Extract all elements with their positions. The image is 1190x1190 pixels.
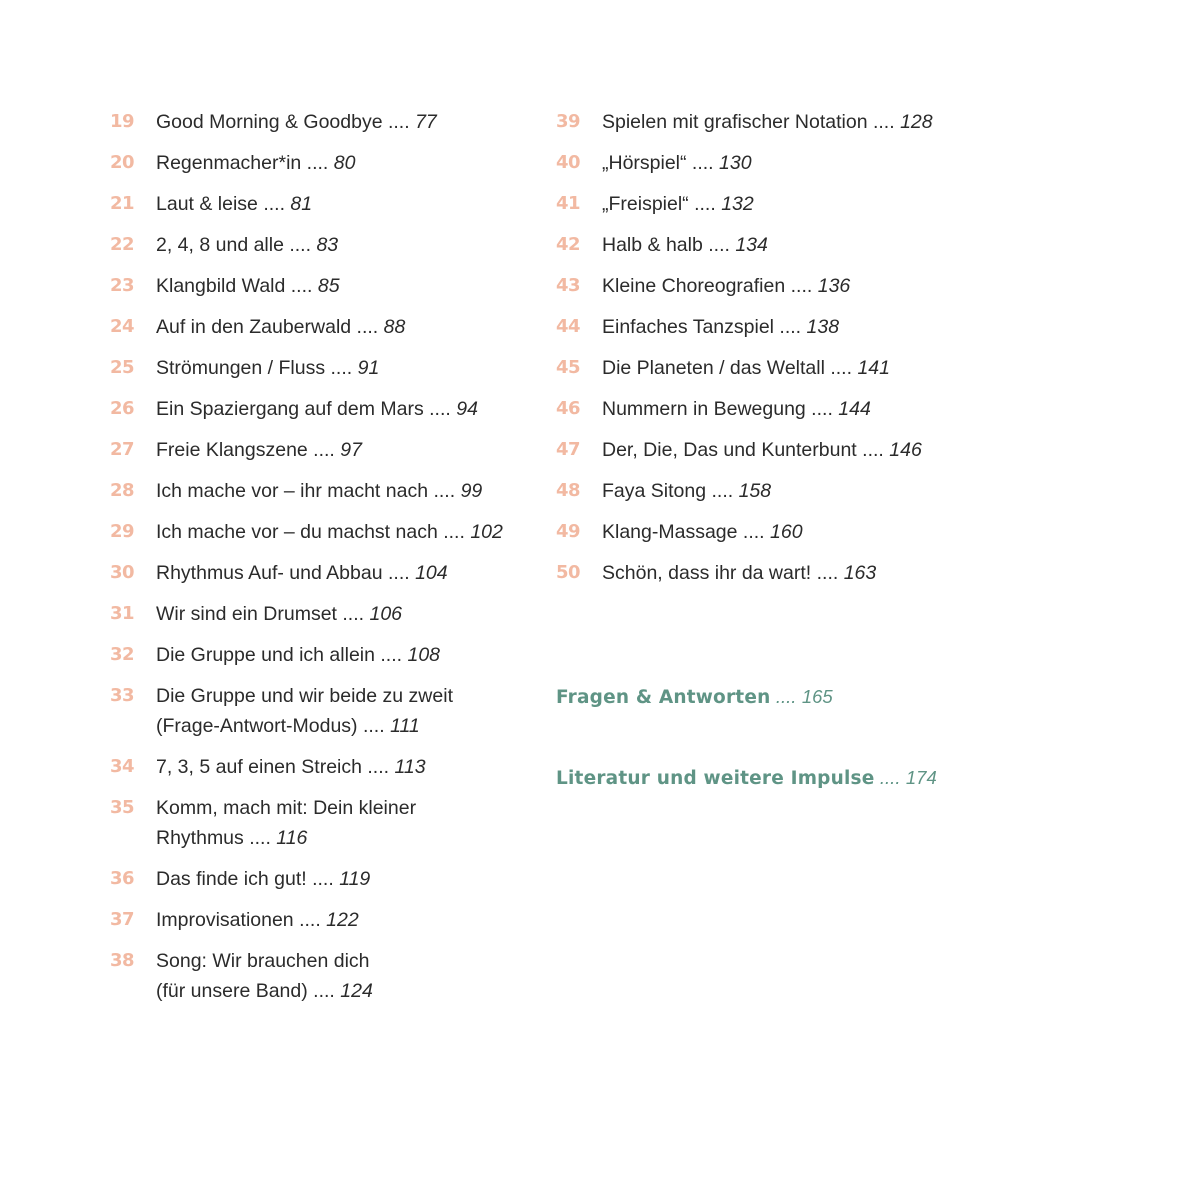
entry-title: Faya Sitong .... (602, 480, 734, 502)
entry-text (156, 517, 503, 547)
entry-title: Nummern in Bewegung .... (602, 398, 833, 420)
entry-title: Der, Die, Das und Kunterbunt .... (602, 439, 884, 461)
entry-title: Ich mache vor – du machst nach .... (156, 521, 465, 543)
section-title: Fragen & Antworten (556, 687, 771, 708)
entry-number: 46 (556, 398, 581, 419)
entry-text (156, 793, 416, 853)
entry-number: 43 (556, 275, 581, 296)
toc-entry (110, 752, 530, 782)
entry-number: 47 (556, 439, 581, 460)
entry-page-number: 104 (415, 562, 448, 584)
entry-number: 49 (556, 521, 581, 542)
toc-entry (556, 271, 1076, 301)
entry-title: Klang-Massage .... (602, 521, 765, 543)
entry-text (602, 230, 768, 260)
entry-text (156, 905, 359, 935)
entry-title: 7, 3, 5 auf einen Streich .... (156, 756, 390, 778)
entry-text (156, 435, 362, 465)
toc-entry (556, 148, 1076, 178)
section-dots: .... (775, 686, 797, 707)
entry-text (156, 476, 482, 506)
entry-number: 31 (110, 603, 135, 624)
toc-entry (110, 230, 530, 260)
entry-page-number: 124 (340, 980, 373, 1002)
entry-text (602, 312, 839, 342)
entry-page-number: 130 (719, 152, 752, 174)
entry-text (156, 148, 355, 178)
toc-entry (556, 476, 1076, 506)
entry-number: 21 (110, 193, 135, 214)
entry-title: Ein Spaziergang auf dem Mars .... (156, 398, 451, 420)
toc-left-column (110, 107, 530, 1017)
entry-number: 39 (556, 111, 581, 132)
entry-page-number: 119 (339, 868, 371, 890)
entry-page-number: 97 (340, 439, 362, 461)
entry-title: Klangbild Wald .... (156, 275, 313, 297)
toc-entry (556, 230, 1076, 260)
entry-page-number: 132 (721, 193, 754, 215)
entry-page-number: 99 (460, 480, 483, 502)
entry-title: Kleine Choreografien .... (602, 275, 813, 297)
toc-entry (556, 353, 1076, 383)
entry-text (156, 946, 373, 1006)
entry-page-number: 141 (857, 357, 890, 379)
entry-title: Ich mache vor – ihr macht nach .... (156, 480, 456, 502)
entry-page-number: 163 (843, 562, 877, 584)
entry-title-continued: Rhythmus .... (156, 827, 271, 849)
entry-title: Wir sind ein Drumset .... (156, 603, 365, 625)
entry-text (156, 230, 338, 260)
entry-text (602, 435, 922, 465)
toc-entry (110, 599, 530, 629)
entry-title: Rhythmus Auf- und Abbau .... (156, 562, 410, 584)
entry-page-number: 138 (806, 316, 840, 338)
entry-page-number: 134 (735, 234, 768, 256)
entry-text (156, 394, 478, 424)
entry-number: 28 (110, 480, 135, 501)
entry-page-number: 77 (415, 111, 437, 133)
entry-page-number: 136 (817, 275, 851, 297)
entry-number: 20 (110, 152, 135, 173)
entry-number: 25 (110, 357, 135, 378)
entry-page-number: 88 (383, 316, 406, 338)
entry-number: 45 (556, 357, 581, 378)
entry-number: 50 (556, 562, 581, 583)
toc-entry (110, 864, 530, 894)
toc-entry (110, 394, 530, 424)
entry-title: Komm, mach mit: Dein kleiner (156, 797, 417, 819)
entry-page-number: 113 (394, 756, 426, 778)
entry-title: Strömungen / Fluss .... (156, 357, 353, 379)
entry-text (156, 558, 448, 588)
entry-title: Good Morning & Goodbye .... (156, 111, 410, 133)
toc-right-column (556, 107, 1076, 599)
entry-number: 33 (110, 685, 135, 706)
entry-text (156, 107, 437, 137)
entry-title: Regenmacher*in .... (156, 152, 329, 174)
entry-number: 41 (556, 193, 581, 214)
entry-text (156, 353, 379, 383)
entry-number: 35 (110, 797, 135, 818)
toc-entry (110, 476, 530, 506)
entry-text (156, 271, 340, 301)
entry-text (602, 558, 876, 588)
entry-number: 22 (110, 234, 135, 255)
entry-page-number: 128 (900, 111, 933, 133)
entry-text (602, 476, 771, 506)
entry-title: Freie Klangszene .... (156, 439, 335, 461)
entry-number: 34 (110, 756, 135, 777)
entry-page-number: 108 (407, 644, 441, 666)
entry-text (602, 517, 803, 547)
toc-entry (110, 640, 530, 670)
section-fragen-antworten (556, 682, 833, 713)
entry-number: 48 (556, 480, 581, 501)
toc-entry (110, 793, 530, 853)
entry-number: 32 (110, 644, 135, 665)
entry-text (156, 864, 370, 894)
entry-page-number: 83 (316, 234, 339, 256)
entry-number: 26 (110, 398, 135, 419)
entry-text (602, 189, 754, 219)
entry-page-number: 106 (369, 603, 403, 625)
toc-entry (556, 394, 1076, 424)
entry-page-number: 102 (470, 521, 503, 543)
section-title: Literatur und weitere Impulse (556, 768, 875, 789)
entry-title: „Freispiel“ .... (602, 193, 716, 215)
entry-title: „Hörspiel“ .... (602, 152, 714, 174)
entry-page-number: 146 (889, 439, 922, 461)
entry-text (602, 353, 890, 383)
entry-text (602, 394, 871, 424)
toc-entry (110, 946, 530, 1006)
entry-text (602, 148, 752, 178)
entry-title: Song: Wir brauchen dich (156, 950, 370, 972)
entry-title: Die Planeten / das Weltall .... (602, 357, 853, 379)
toc-entry (556, 189, 1076, 219)
entry-text (156, 312, 405, 342)
entry-number: 24 (110, 316, 135, 337)
toc-entry (110, 558, 530, 588)
toc-entry (556, 558, 1076, 588)
entry-number: 29 (110, 521, 135, 542)
entry-title: Das finde ich gut! .... (156, 868, 334, 890)
entry-page-number: 94 (456, 398, 478, 420)
toc-entry (556, 312, 1076, 342)
entry-page-number: 85 (317, 275, 340, 297)
entry-title: Halb & halb .... (602, 234, 730, 256)
toc-entry (110, 353, 530, 383)
toc-entry (110, 312, 530, 342)
entry-title: Die Gruppe und ich allein .... (156, 644, 403, 666)
entry-number: 23 (110, 275, 135, 296)
entry-title: Einfaches Tanzspiel .... (602, 316, 802, 338)
section-page-number: 165 (801, 686, 833, 707)
entry-page-number: 111 (390, 715, 420, 737)
entry-number: 44 (556, 316, 581, 337)
entry-page-number: 91 (357, 357, 380, 379)
toc-entry (110, 681, 530, 741)
section-dots: .... (879, 767, 901, 788)
entry-title-continued: (Frage-Antwort-Modus) .... (156, 715, 385, 737)
entry-page-number: 80 (333, 152, 356, 174)
toc-entry (556, 435, 1076, 465)
section-literatur (556, 763, 937, 794)
entry-number: 36 (110, 868, 135, 889)
entry-title: Die Gruppe und wir beide zu zweit (156, 685, 453, 707)
toc-entry (110, 435, 530, 465)
entry-number: 37 (110, 909, 135, 930)
entry-page-number: 81 (290, 193, 313, 215)
entry-number: 42 (556, 234, 581, 255)
entry-title: Improvisationen .... (156, 909, 321, 931)
entry-title: Schön, dass ihr da wart! .... (602, 562, 839, 584)
entry-number: 38 (110, 950, 135, 971)
entry-page-number: 122 (326, 909, 359, 931)
entry-title: 2, 4, 8 und alle .... (156, 234, 312, 256)
entry-text (602, 107, 933, 137)
entry-text (156, 752, 426, 782)
toc-entry (110, 148, 530, 178)
entry-title: Spielen mit grafischer Notation .... (602, 111, 895, 133)
toc-entry (110, 517, 530, 547)
toc-entry (110, 271, 530, 301)
section-page-number: 174 (905, 767, 937, 788)
toc-entry (110, 107, 530, 137)
entry-number: 27 (110, 439, 135, 460)
toc-entry (556, 107, 1076, 137)
toc-entry (110, 189, 530, 219)
entry-text (156, 640, 440, 670)
entry-text (156, 681, 453, 741)
entry-text (156, 189, 312, 219)
entry-number: 19 (110, 111, 135, 132)
entry-page-number: 144 (838, 398, 871, 420)
entry-number: 30 (110, 562, 135, 583)
entry-title: Auf in den Zauberwald .... (156, 316, 379, 338)
entry-page-number: 116 (276, 827, 308, 849)
entry-page-number: 160 (770, 521, 803, 543)
entry-page-number: 158 (738, 480, 772, 502)
toc-entry (110, 905, 530, 935)
entry-text (156, 599, 402, 629)
entry-number: 40 (556, 152, 581, 173)
entry-text (602, 271, 850, 301)
entry-title: Laut & leise .... (156, 193, 285, 215)
entry-title-continued: (für unsere Band) .... (156, 980, 335, 1002)
toc-entry (556, 517, 1076, 547)
